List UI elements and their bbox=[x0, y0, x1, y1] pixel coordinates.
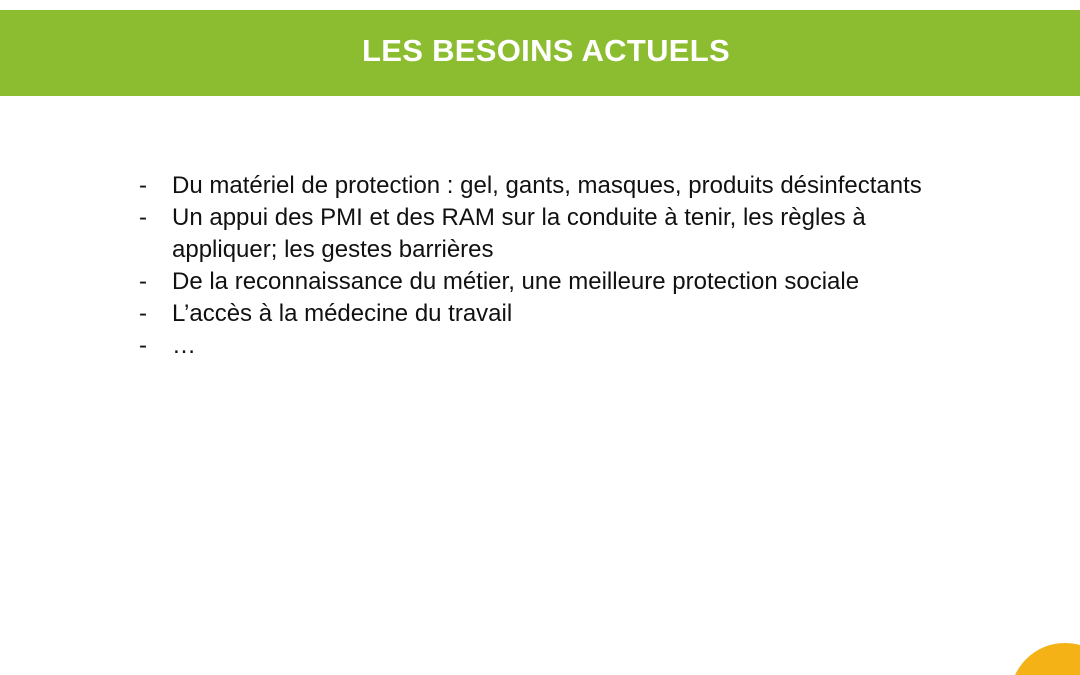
list-item bbox=[136, 170, 956, 202]
list-item-text: Du matériel de protection : gel, gants, masques, produits désinfectants bbox=[172, 172, 922, 199]
bullet-marker: - bbox=[139, 268, 147, 295]
list-item bbox=[136, 202, 956, 266]
corner-accent-shape bbox=[1010, 643, 1080, 675]
bullet-list bbox=[136, 170, 956, 362]
bullet-marker: - bbox=[139, 300, 147, 327]
bullet-marker: - bbox=[139, 172, 147, 199]
bullet-marker: - bbox=[139, 204, 147, 231]
title-bar bbox=[0, 10, 1080, 96]
list-item bbox=[136, 298, 956, 330]
list-item bbox=[136, 330, 956, 362]
list-item bbox=[136, 266, 956, 298]
slide-title: LES BESOINS ACTUELS bbox=[362, 33, 730, 68]
list-item-text: L’accès à la médecine du travail bbox=[172, 300, 513, 327]
list-item-text: Un appui des PMI et des RAM sur la conduite à tenir, les règles à appliquer; les gestes barrières bbox=[172, 204, 866, 263]
bullet-marker: - bbox=[139, 332, 147, 359]
list-item-text: … bbox=[172, 332, 196, 359]
list-item-text: De la reconnaissance du métier, une meilleure protection sociale bbox=[172, 268, 860, 295]
